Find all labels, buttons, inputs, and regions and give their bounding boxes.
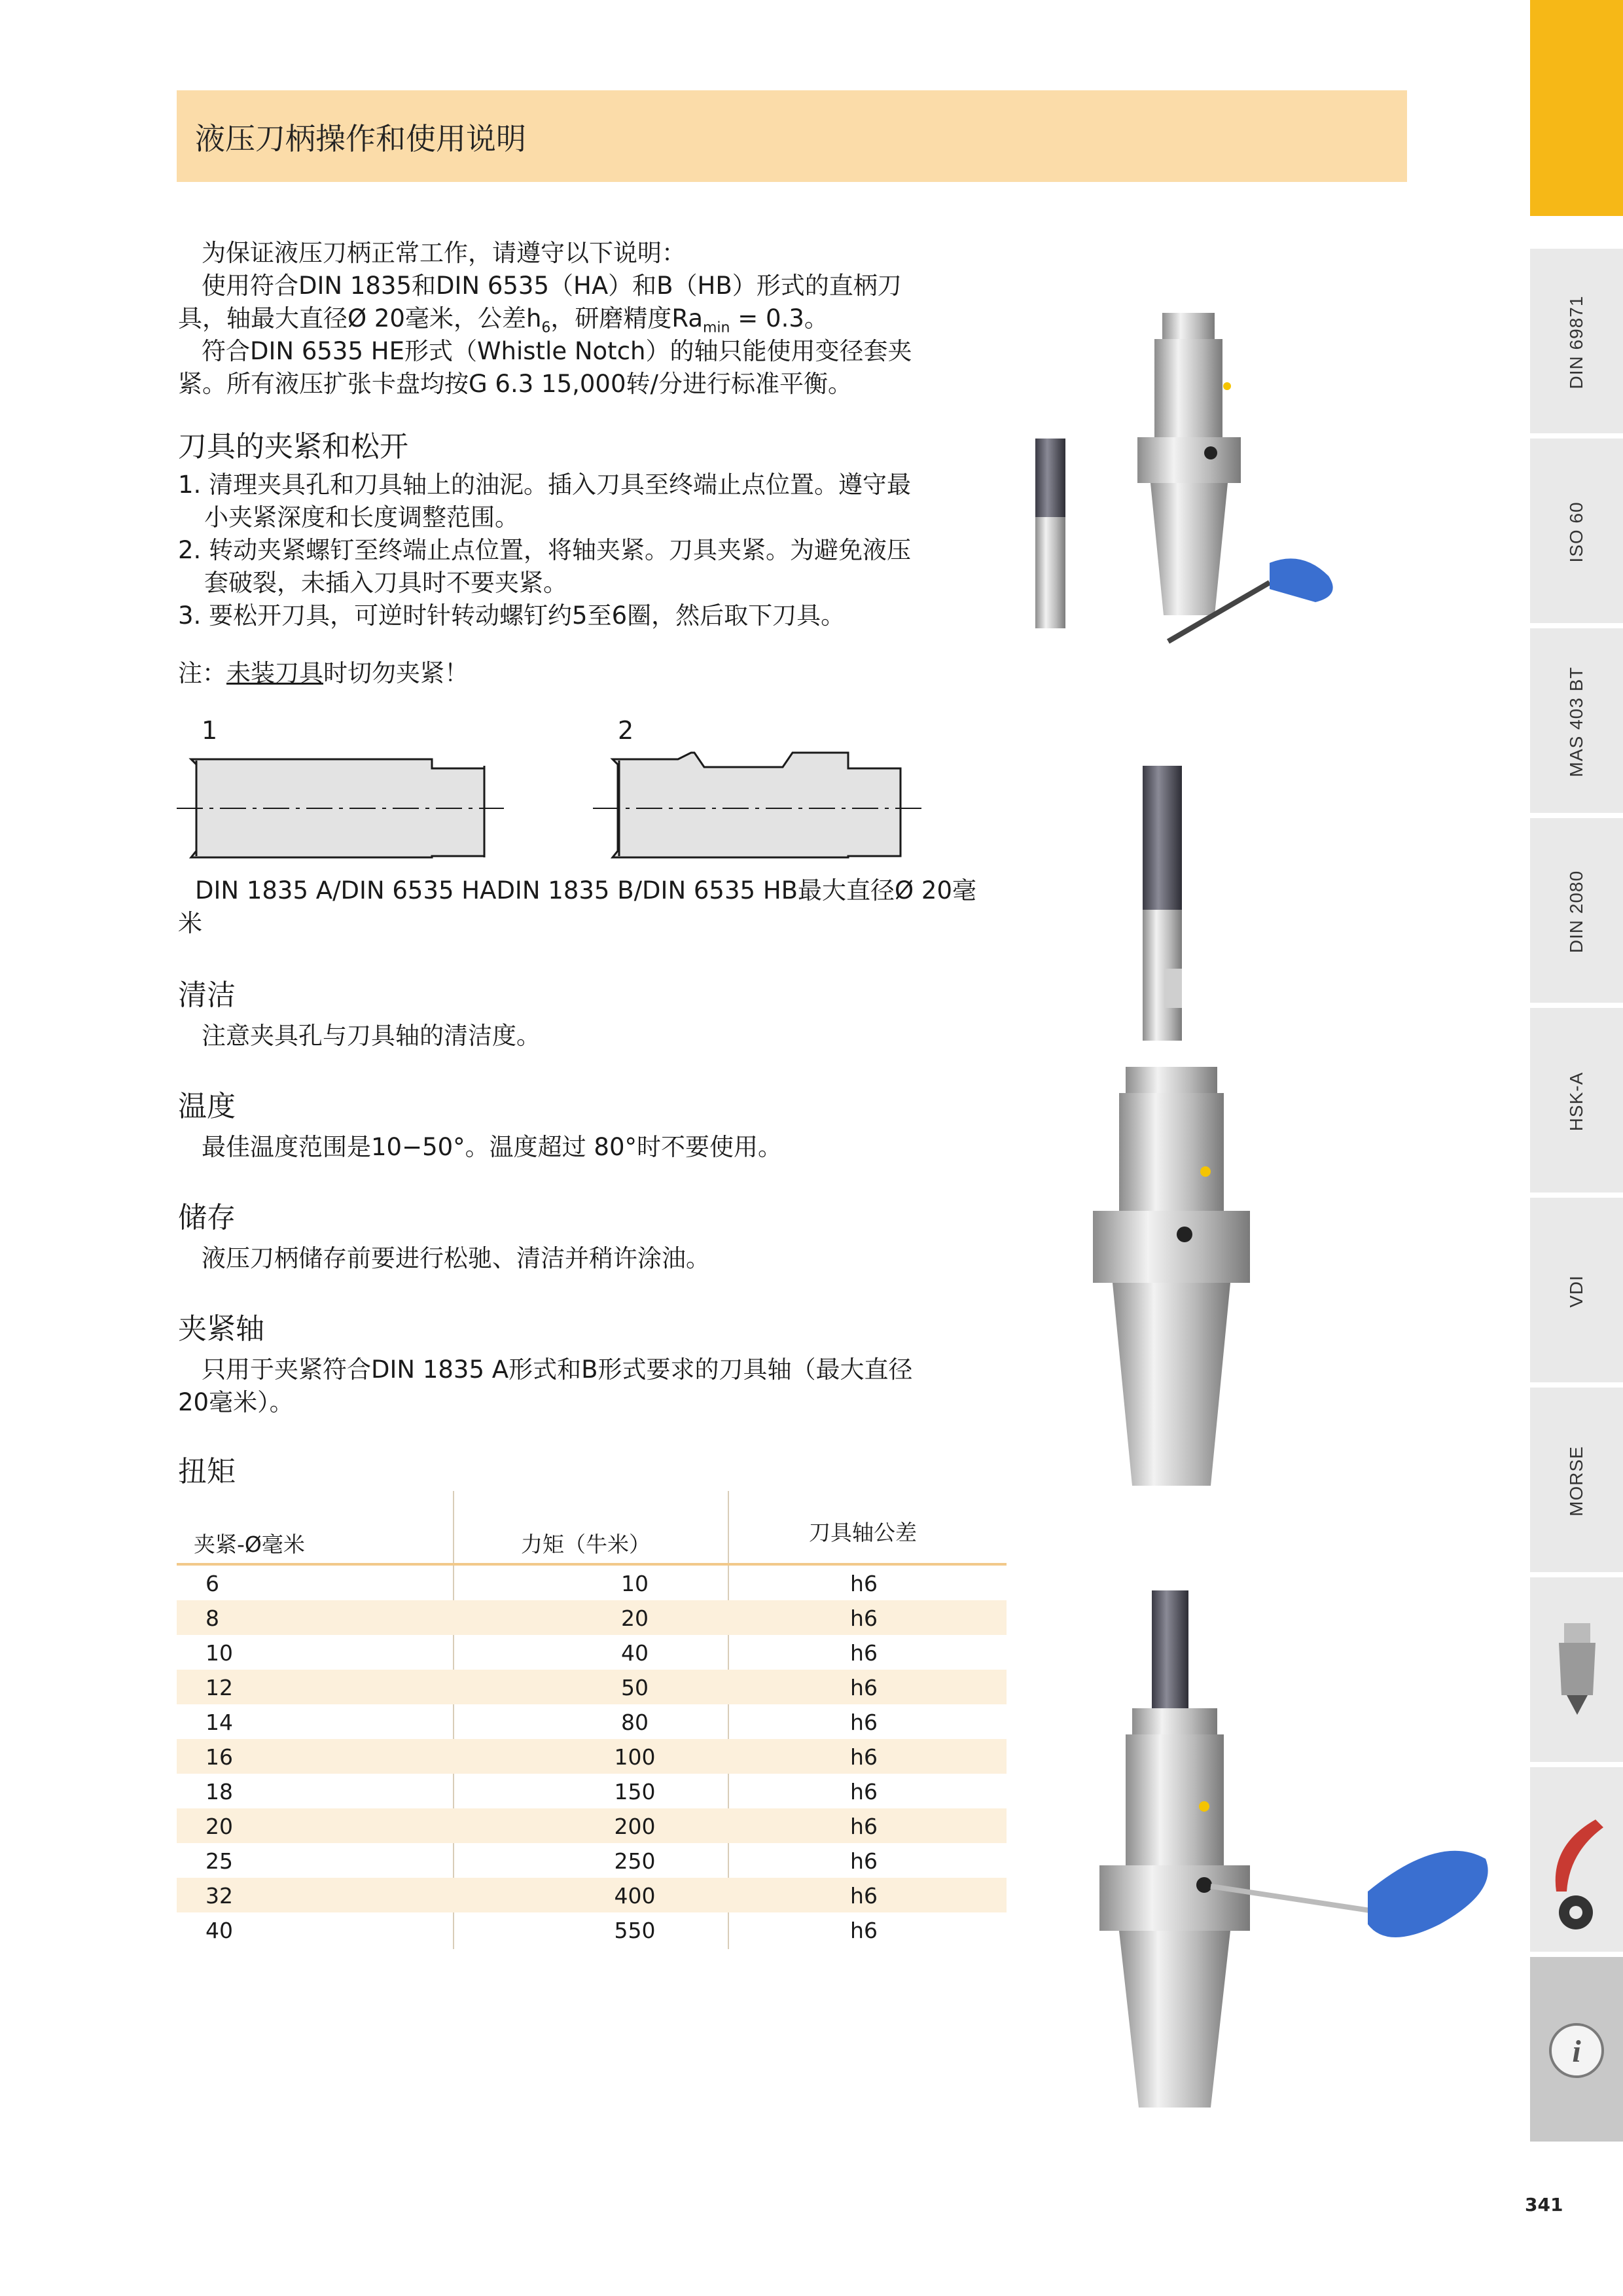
table-cell: 400 bbox=[614, 1883, 656, 1909]
side-tab-vdi[interactable] bbox=[1530, 1195, 1623, 1382]
side-tab-morse[interactable] bbox=[1530, 1385, 1623, 1572]
table-cell: h6 bbox=[850, 1744, 878, 1770]
table-row bbox=[177, 1808, 1007, 1843]
table-cell: 16 bbox=[205, 1744, 233, 1770]
temperature-text: 最佳温度范围是10−50°。温度超过 80°时不要使用。 bbox=[202, 1133, 783, 1161]
table-cell: 80 bbox=[621, 1710, 649, 1735]
table-cell: 550 bbox=[614, 1918, 656, 1943]
table-cell: h6 bbox=[850, 1675, 878, 1700]
clamping-step-1a: 1. 清理夹具孔和刀具轴上的油泥。插入刀具至终端止点位置。遵守最 bbox=[178, 471, 912, 499]
table-cell: 50 bbox=[621, 1675, 649, 1700]
temperature-heading: 温度 bbox=[178, 1090, 236, 1123]
table-cell: 100 bbox=[614, 1744, 656, 1770]
table-row bbox=[177, 1670, 1007, 1704]
info-icon bbox=[1530, 1957, 1623, 2144]
side-tab-accent bbox=[1530, 0, 1623, 216]
page-title: 液压刀柄操作和使用说明 bbox=[195, 121, 526, 156]
table-cell: 8 bbox=[205, 1605, 219, 1631]
side-tab-wrench[interactable] bbox=[1530, 1765, 1623, 1952]
table-cell: 150 bbox=[614, 1779, 656, 1804]
table-cell: h6 bbox=[850, 1779, 878, 1804]
table-cell: h6 bbox=[850, 1883, 878, 1909]
intro-line-3c: = 0.3。 bbox=[730, 304, 829, 332]
intro-line-2: 使用符合DIN 1835和DIN 6535（HA）和B（HB）形式的直柄刀 bbox=[202, 272, 902, 300]
table-cell: h6 bbox=[850, 1710, 878, 1735]
column-header: 刀具轴公差 bbox=[809, 1520, 917, 1545]
table-cell: 6 bbox=[205, 1571, 219, 1596]
side-tab-iso-60[interactable] bbox=[1530, 436, 1623, 623]
side-tab-info[interactable] bbox=[1530, 1954, 1623, 2142]
end-mill-image bbox=[1126, 759, 1204, 1047]
table-cell: h6 bbox=[850, 1605, 878, 1631]
shank-text-b: 20毫米）。 bbox=[178, 1388, 294, 1416]
intro-line-4: 符合DIN 6535 HE形式（Whistle Notch）的轴只能使用变径套夹 bbox=[202, 337, 912, 365]
table-row bbox=[177, 1566, 1007, 1600]
cleaning-heading: 清洁 bbox=[178, 978, 236, 1012]
table-cell: h6 bbox=[850, 1814, 878, 1839]
side-tab-din-69871[interactable] bbox=[1530, 246, 1623, 433]
table-cell: h6 bbox=[850, 1640, 878, 1666]
diagram-caption-b: 米 bbox=[178, 909, 202, 937]
clamping-step-2a: 2. 转动夹紧螺钉至终端止点位置，将轴夹紧。刀具夹紧。为避免液压 bbox=[178, 536, 912, 564]
shank-diagram-b bbox=[593, 746, 933, 864]
table-cell: h6 bbox=[850, 1571, 878, 1596]
intro-sub-1: 6 bbox=[541, 319, 551, 336]
drill-chuck-icon bbox=[1530, 1577, 1623, 1765]
note-underlined: 未装刀具 bbox=[226, 659, 323, 687]
clamping-step-3: 3. 要松开刀具，可逆时针转动螺钉约5至6圈，然后取下刀具。 bbox=[178, 601, 846, 630]
torque-heading: 扭矩 bbox=[178, 1455, 236, 1488]
clamping-step-1b: 小夹紧深度和长度调整范围。 bbox=[204, 503, 519, 531]
shank-diagram-a bbox=[177, 746, 504, 864]
diagram-caption-a: DIN 1835 A/DIN 6535 HADIN 1835 B/DIN 6535 HB最大直径Ø 20毫 bbox=[195, 876, 976, 905]
table-row bbox=[177, 1704, 1007, 1739]
table-cell: 25 bbox=[205, 1848, 233, 1874]
table-cell: 12 bbox=[205, 1675, 233, 1700]
diagram-2-label: 2 bbox=[618, 716, 634, 745]
side-tab-label: VDI bbox=[1566, 1275, 1586, 1308]
shank-text-a: 只用于夹紧符合DIN 1835 A形式和B形式要求的刀具轴（最大直径 bbox=[202, 1355, 913, 1384]
hydraulic-chuck-image bbox=[1073, 1060, 1270, 1492]
table-cell: 18 bbox=[205, 1779, 233, 1804]
table-cell: 32 bbox=[205, 1883, 233, 1909]
clamping-note bbox=[178, 657, 469, 690]
svg-text:i: i bbox=[1572, 2034, 1581, 2069]
intro-line-5: 紧。所有液压扩张卡盘均按G 6.3 15,000转/分进行标准平衡。 bbox=[178, 370, 852, 398]
table-row bbox=[177, 1912, 1007, 1947]
note-suffix: 时切勿夹紧！ bbox=[323, 659, 469, 687]
side-tab-label: MAS 403 BT bbox=[1566, 666, 1586, 778]
table-cell: 10 bbox=[205, 1640, 233, 1666]
table-cell: 10 bbox=[621, 1571, 649, 1596]
note-prefix: 注： bbox=[178, 659, 226, 687]
table-row bbox=[177, 1635, 1007, 1670]
table-cell: 20 bbox=[205, 1814, 233, 1839]
side-tab-label: DIN 2080 bbox=[1566, 870, 1586, 954]
chuck-with-tool-and-key-image bbox=[1073, 1584, 1505, 2121]
side-tab-label: HSK-A bbox=[1566, 1071, 1586, 1132]
table-row bbox=[177, 1843, 1007, 1878]
table-row bbox=[177, 1774, 1007, 1808]
clamping-heading: 刀具的夹紧和松开 bbox=[178, 430, 408, 463]
side-tab-drill-chuck[interactable] bbox=[1530, 1575, 1623, 1762]
table-cell: 200 bbox=[614, 1814, 656, 1839]
column-header: 力矩（牛米） bbox=[521, 1532, 651, 1557]
table-row bbox=[177, 1600, 1007, 1635]
page-number: 341 bbox=[1525, 2194, 1563, 2215]
wrench-and-nut-icon bbox=[1530, 1767, 1623, 1954]
intro-sub-2: min bbox=[703, 319, 730, 336]
table-row bbox=[177, 1878, 1007, 1912]
table-cell: 20 bbox=[621, 1605, 649, 1631]
table-header bbox=[177, 1491, 1007, 1566]
side-tab-label: ISO 60 bbox=[1566, 501, 1586, 563]
shank-heading: 夹紧轴 bbox=[178, 1312, 264, 1346]
storage-heading: 储存 bbox=[178, 1201, 236, 1234]
column-header: 夹紧-Ø毫米 bbox=[194, 1532, 305, 1557]
storage-text: 液压刀柄储存前要进行松驰、清洁并稍许涂油。 bbox=[202, 1244, 710, 1272]
table-row bbox=[177, 1739, 1007, 1774]
side-tab-label: MORSE bbox=[1566, 1446, 1586, 1516]
intro-line-3a: 具，轴最大直径Ø 20毫米，公差h bbox=[178, 304, 542, 332]
diagram-1-label: 1 bbox=[202, 716, 218, 745]
tool-holder-with-key-image bbox=[1021, 301, 1414, 668]
side-tab-hsk-a[interactable] bbox=[1530, 1005, 1623, 1193]
side-tab-mas-403-bt[interactable] bbox=[1530, 626, 1623, 813]
intro-line-3b: ，研磨精度Ra bbox=[550, 304, 703, 332]
table-cell: 250 bbox=[614, 1848, 656, 1874]
table-cell: 14 bbox=[205, 1710, 233, 1735]
torque-table bbox=[177, 1491, 1007, 1947]
side-tab-label: DIN 69871 bbox=[1566, 295, 1586, 389]
table-cell: h6 bbox=[850, 1918, 878, 1943]
side-tab-din-2080[interactable] bbox=[1530, 816, 1623, 1003]
table-cell: 40 bbox=[621, 1640, 649, 1666]
table-cell: 40 bbox=[205, 1918, 233, 1943]
cleaning-text: 注意夹具孔与刀具轴的清洁度。 bbox=[202, 1022, 541, 1050]
table-cell: h6 bbox=[850, 1848, 878, 1874]
intro-line-1: 为保证液压刀柄正常工作，请遵守以下说明： bbox=[202, 239, 686, 267]
clamping-step-2b: 套破裂，未插入刀具时不要夹紧。 bbox=[204, 569, 567, 597]
